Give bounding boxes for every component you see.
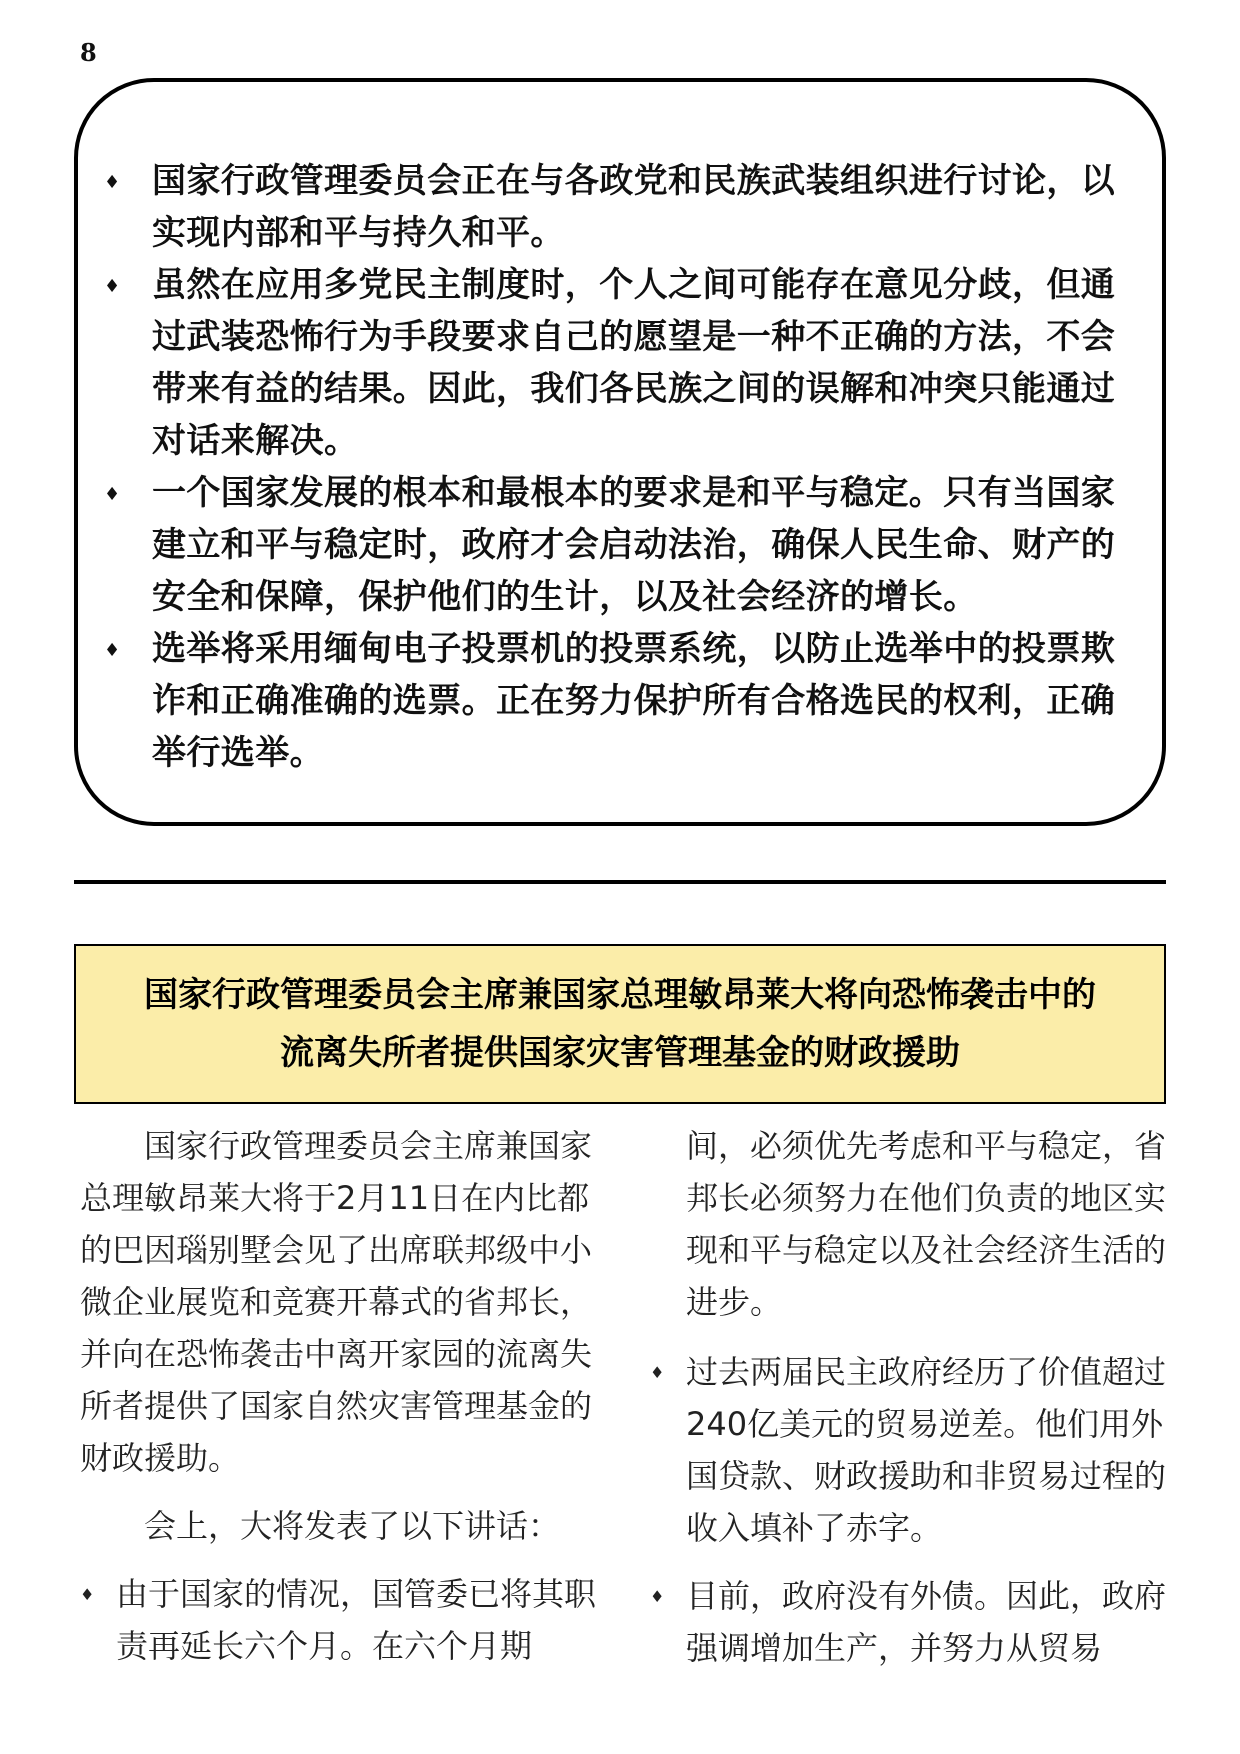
article-paragraph: 会上，大将发表了以下讲话：: [144, 1507, 561, 1545]
box-list-item-text: 虽然在应用多党民主制度时，个人之间可能存在意见分歧，但通过武装恐怖行为手段要求自己的愿望是一种不正确的方法，不会带来有益的结果。因此，我们各民族之间的误解和冲突只能通过对话来解决。: [152, 265, 1116, 461]
box-list-item-text: 国家行政管理委员会正在与各政党和民族武装组织进行讨论，以实现内部和平与持久和平。: [152, 161, 1116, 253]
box-list-item-text: 一个国家发展的根本和最根本的要求是和平与稳定。只有当国家建立和平与稳定时，政府才会启动法治，确保人民生命、财产的安全和保障，保护他们的生计，以及社会经济的增长。: [152, 473, 1116, 617]
section-divider: [74, 880, 1166, 884]
article-bullet-item: [650, 1570, 1175, 1674]
article-bullet-continuation: 间，必须优先考虑和平与稳定，省邦长必须努力在他们负责的地区实现和平与稳定以及社会经济生活的进步。: [686, 1127, 1167, 1321]
article-bullet-text: 过去两届民主政府经历了价值超过240亿美元的贸易逆差。他们用外国贷款、财政援助和非贸易过程的收入填补了赤字。: [686, 1353, 1167, 1547]
article-column-left: [80, 1120, 605, 1688]
article-paragraph: 国家行政管理委员会主席兼国家总理敏昂莱大将于2月11日在内比都的巴因瑙别墅会见了出席联邦级中小微企业展览和竞赛开幕式的省邦长，并向在恐怖袭击中离开家园的流离失所者提供了国家自然灾害管理基金的财政援助。: [80, 1127, 593, 1477]
box-list-item: [104, 467, 1129, 623]
diamond-bullet-icon: ♦: [650, 1363, 665, 1382]
box-list-item-text: 选举将采用缅甸电子投票机的投票系统，以防止选举中的投票欺诈和正确准确的选票。正在努力保护所有合格选民的权利，正确举行选举。: [152, 629, 1116, 773]
article-headline: [74, 944, 1166, 1104]
box-list-item: [104, 259, 1129, 467]
article-bullet-text: 由于国家的情况，国管委已将其职责再延长六个月。在六个月期: [116, 1575, 597, 1665]
article-bullet-list: [80, 1568, 605, 1672]
box-list-item: [104, 155, 1129, 259]
diamond-bullet-icon: ♦: [104, 484, 121, 505]
article-bullet-text: 目前，政府没有外债。因此，政府强调增加生产，并努力从贸易: [686, 1577, 1167, 1667]
headline-line-1: 国家行政管理委员会主席兼国家总理敏昂莱大将向恐怖袭击中的: [144, 975, 1096, 1015]
diamond-bullet-icon: ♦: [104, 172, 121, 193]
page-number: 8: [80, 38, 97, 67]
diamond-bullet-icon: ♦: [650, 1587, 665, 1606]
box-list-item: [104, 623, 1129, 779]
article-bullet-item: [650, 1346, 1175, 1554]
article-bullet-list: [650, 1346, 1175, 1674]
diamond-bullet-icon: ♦: [104, 640, 121, 661]
headline-line-2: 流离失所者提供国家灾害管理基金的财政援助: [280, 1033, 960, 1073]
article-bullet-item: [80, 1568, 605, 1672]
diamond-bullet-icon: ♦: [104, 276, 121, 297]
article-column-right: [650, 1120, 1175, 1690]
highlight-box-list: [104, 155, 1129, 779]
diamond-bullet-icon: ♦: [80, 1585, 95, 1604]
